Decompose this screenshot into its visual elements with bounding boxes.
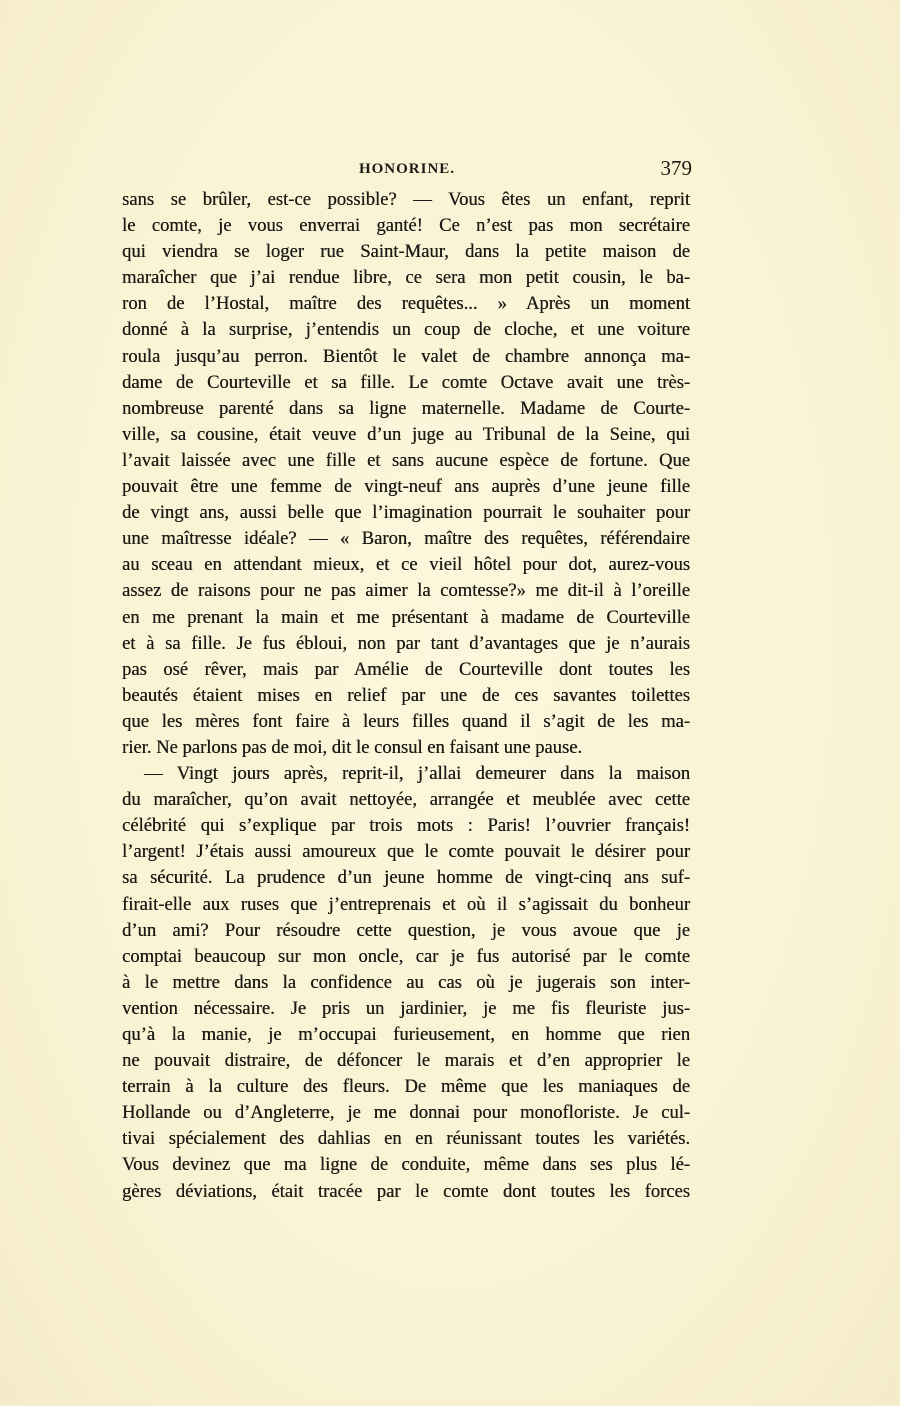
text-line: donné à la surprise, j’entendis un coup de cloche, et une voiture [122,319,690,341]
text-line: pouvait être une femme de vingt-neuf ans auprès d’une jeune fille [122,476,690,498]
text-line: Vous devinez que ma ligne de conduite, même dans ses plus lé- [122,1154,690,1176]
text-line: sans se brûler, est-ce possible? — Vous êtes un enfant, reprit [122,189,690,210]
text-line: tivai spécialement des dahlias en en réunissant toutes les variétés. [122,1128,690,1150]
text-line: le comte, je vous enverrai ganté! Ce n’est pas mon secrétaire [122,215,690,237]
text-line: l’avait laissée avec une fille et sans aucune espèce de fortune. Que [122,449,690,471]
text-line: ville, sa cousine, était veuve d’un juge au Tribunal de la Seine, qui [122,423,690,445]
text-line: firait-elle aux ruses que j’entreprenais et où il s’agissait du bonheur [122,893,690,915]
text-line: ron de l’Hostal, maître des requêtes... » Après un moment [122,293,690,315]
text-line: ne pouvait distraire, de défoncer le marais et d’en approprier le [122,1050,690,1072]
text-line: au sceau en attendant mieux, et ce vieil hôtel pour dot, aurez-vous [122,554,690,576]
text-line: du maraîcher, qu’on avait nettoyée, arrangée et meublée avec cette [122,789,690,811]
text-line: terrain à la culture des fleurs. De même que les maniaques de [122,1076,690,1098]
text-line: pas osé rêver, mais par Amélie de Courteville dont toutes les [122,658,690,680]
text-line: maraîcher que j’ai rendue libre, ce sera mon petit cousin, le ba- [122,267,690,289]
text-line: à le mettre dans la confidence au cas où je jugerais son inter- [122,971,690,993]
page-number: 379 [660,156,692,180]
text-line: célébrité qui s’explique par trois mots : Paris! l’ouvrier français! [122,815,690,837]
text-line: dame de Courteville et sa fille. Le comte Octave avait une très- [122,371,690,393]
text-line: de vingt ans, aussi belle que l’imagination pourrait le souhaiter pour [122,502,690,524]
text-line: que les mères font faire à leurs filles quand il s’agit de les ma- [122,710,690,732]
text-line: assez de raisons pour ne pas aimer la comtesse?» me dit-il à l’oreille [122,580,690,602]
text-line: nombreuse parenté dans sa ligne maternelle. Madame de Courte- [122,397,690,419]
text-line: qui viendra se loger rue Saint-Maur, dans la petite maison de [122,241,690,263]
body-text [122,187,690,1205]
text-line: en me prenant la main et me présentant à madame de Courteville [122,606,690,628]
chapter-title: HONORINE. [358,161,456,177]
text-line: gères déviations, était tracée par le comte dont toutes les forces [122,1180,690,1202]
text-line: rier. Ne parlons pas de moi, dit le consul en faisant une pause. [122,736,583,758]
text-line: roula jusqu’au perron. Bientôt le valet de chambre annonça ma- [122,345,690,367]
text-line: beautés étaient mises en relief par une de ces savantes toilettes [122,684,690,706]
text-line: vention nécessaire. Je pris un jardinier, je me fis fleuriste jus- [122,997,690,1019]
text-line: Hollande ou d’Angleterre, je me donnai pour monofloriste. Je cul- [122,1102,690,1124]
text-line: et à sa fille. Je fus ébloui, non par tant d’avantages que je n’aurais [122,632,690,654]
text-line: l’argent! J’étais aussi amoureux que le comte pouvait le désirer pour [122,841,690,863]
text-line: une maîtresse idéale? — « Baron, maître des requêtes, référendaire [122,528,690,550]
text-line: sa sécurité. La prudence d’un jeune homme de vingt-cinq ans suf- [122,867,690,889]
text-line: comptai beaucoup sur mon oncle, car je fus autorisé par le comte [122,945,690,967]
running-head [122,156,692,182]
text-line: qu’à la manie, je m’occupai furieusement, en homme que rien [122,1024,690,1045]
text-line: d’un ami? Pour résoudre cette question, je vous avoue que je [122,919,690,941]
text-line: — Vingt jours après, reprit-il, j’allai demeurer dans la maison [144,763,690,785]
